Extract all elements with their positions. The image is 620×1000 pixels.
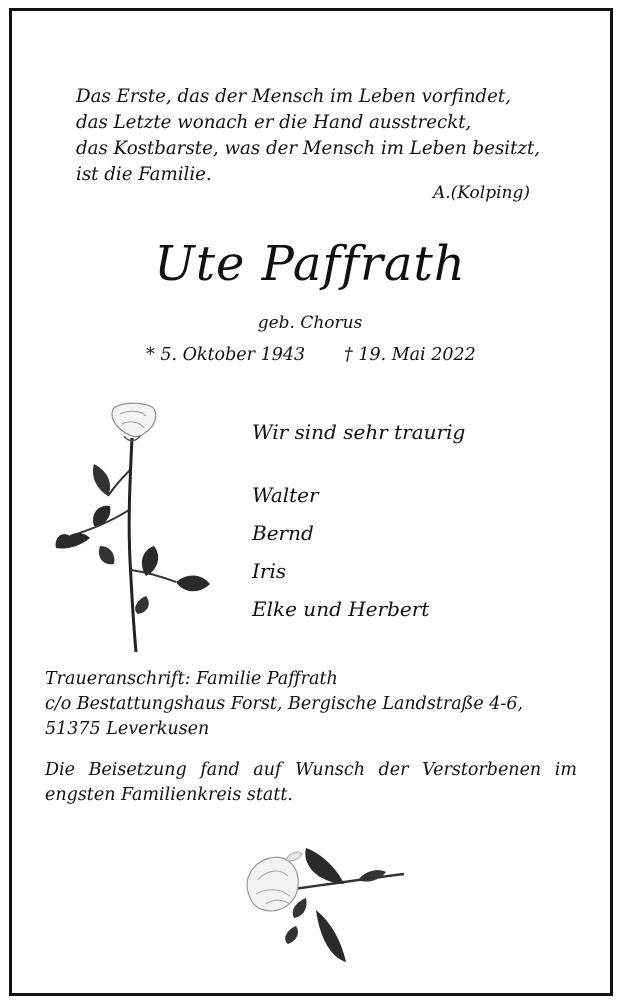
quote-author: A.(Kolping) (432, 183, 530, 203)
burial-note: Die Beisetzung fand auf Wunsch der Verstorbenen im engsten Familienkreis statt. (45, 760, 577, 805)
mourner-name: Walter (252, 483, 319, 507)
quote-line: das Kostbarste, was der Mensch im Leben besitzt, (76, 138, 541, 159)
address-line: c/o Bestattungshaus Forst, Bergische Landstraße 4-6, (45, 694, 524, 714)
mourning-address (45, 667, 585, 742)
quote-line: das Letzte wonach er die Hand ausstreckt, (76, 112, 472, 133)
mourner-name: Elke und Herbert (252, 597, 430, 621)
quote (76, 84, 556, 188)
deceased-name: Ute Paffrath (154, 236, 466, 292)
quote-line: Das Erste, das der Mensch im Leben vorfindet, (76, 86, 511, 107)
quote-line: ist die Familie. (76, 164, 212, 185)
birth-date: * 5. Oktober 1943 (146, 345, 306, 365)
rose-icon (236, 840, 408, 968)
mourner-name: Iris (252, 559, 287, 583)
mourner-name: Bernd (252, 521, 314, 545)
mourning-message: Wir sind sehr traurig (252, 420, 466, 444)
maiden-name: geb. Chorus (257, 313, 363, 333)
death-date: † 19. Mai 2022 (344, 345, 476, 365)
address-line: Traueranschrift: Familie Paffrath (45, 669, 338, 689)
mourners-list (252, 476, 429, 628)
rose-icon (50, 400, 215, 655)
address-line: 51375 Leverkusen (45, 719, 210, 739)
